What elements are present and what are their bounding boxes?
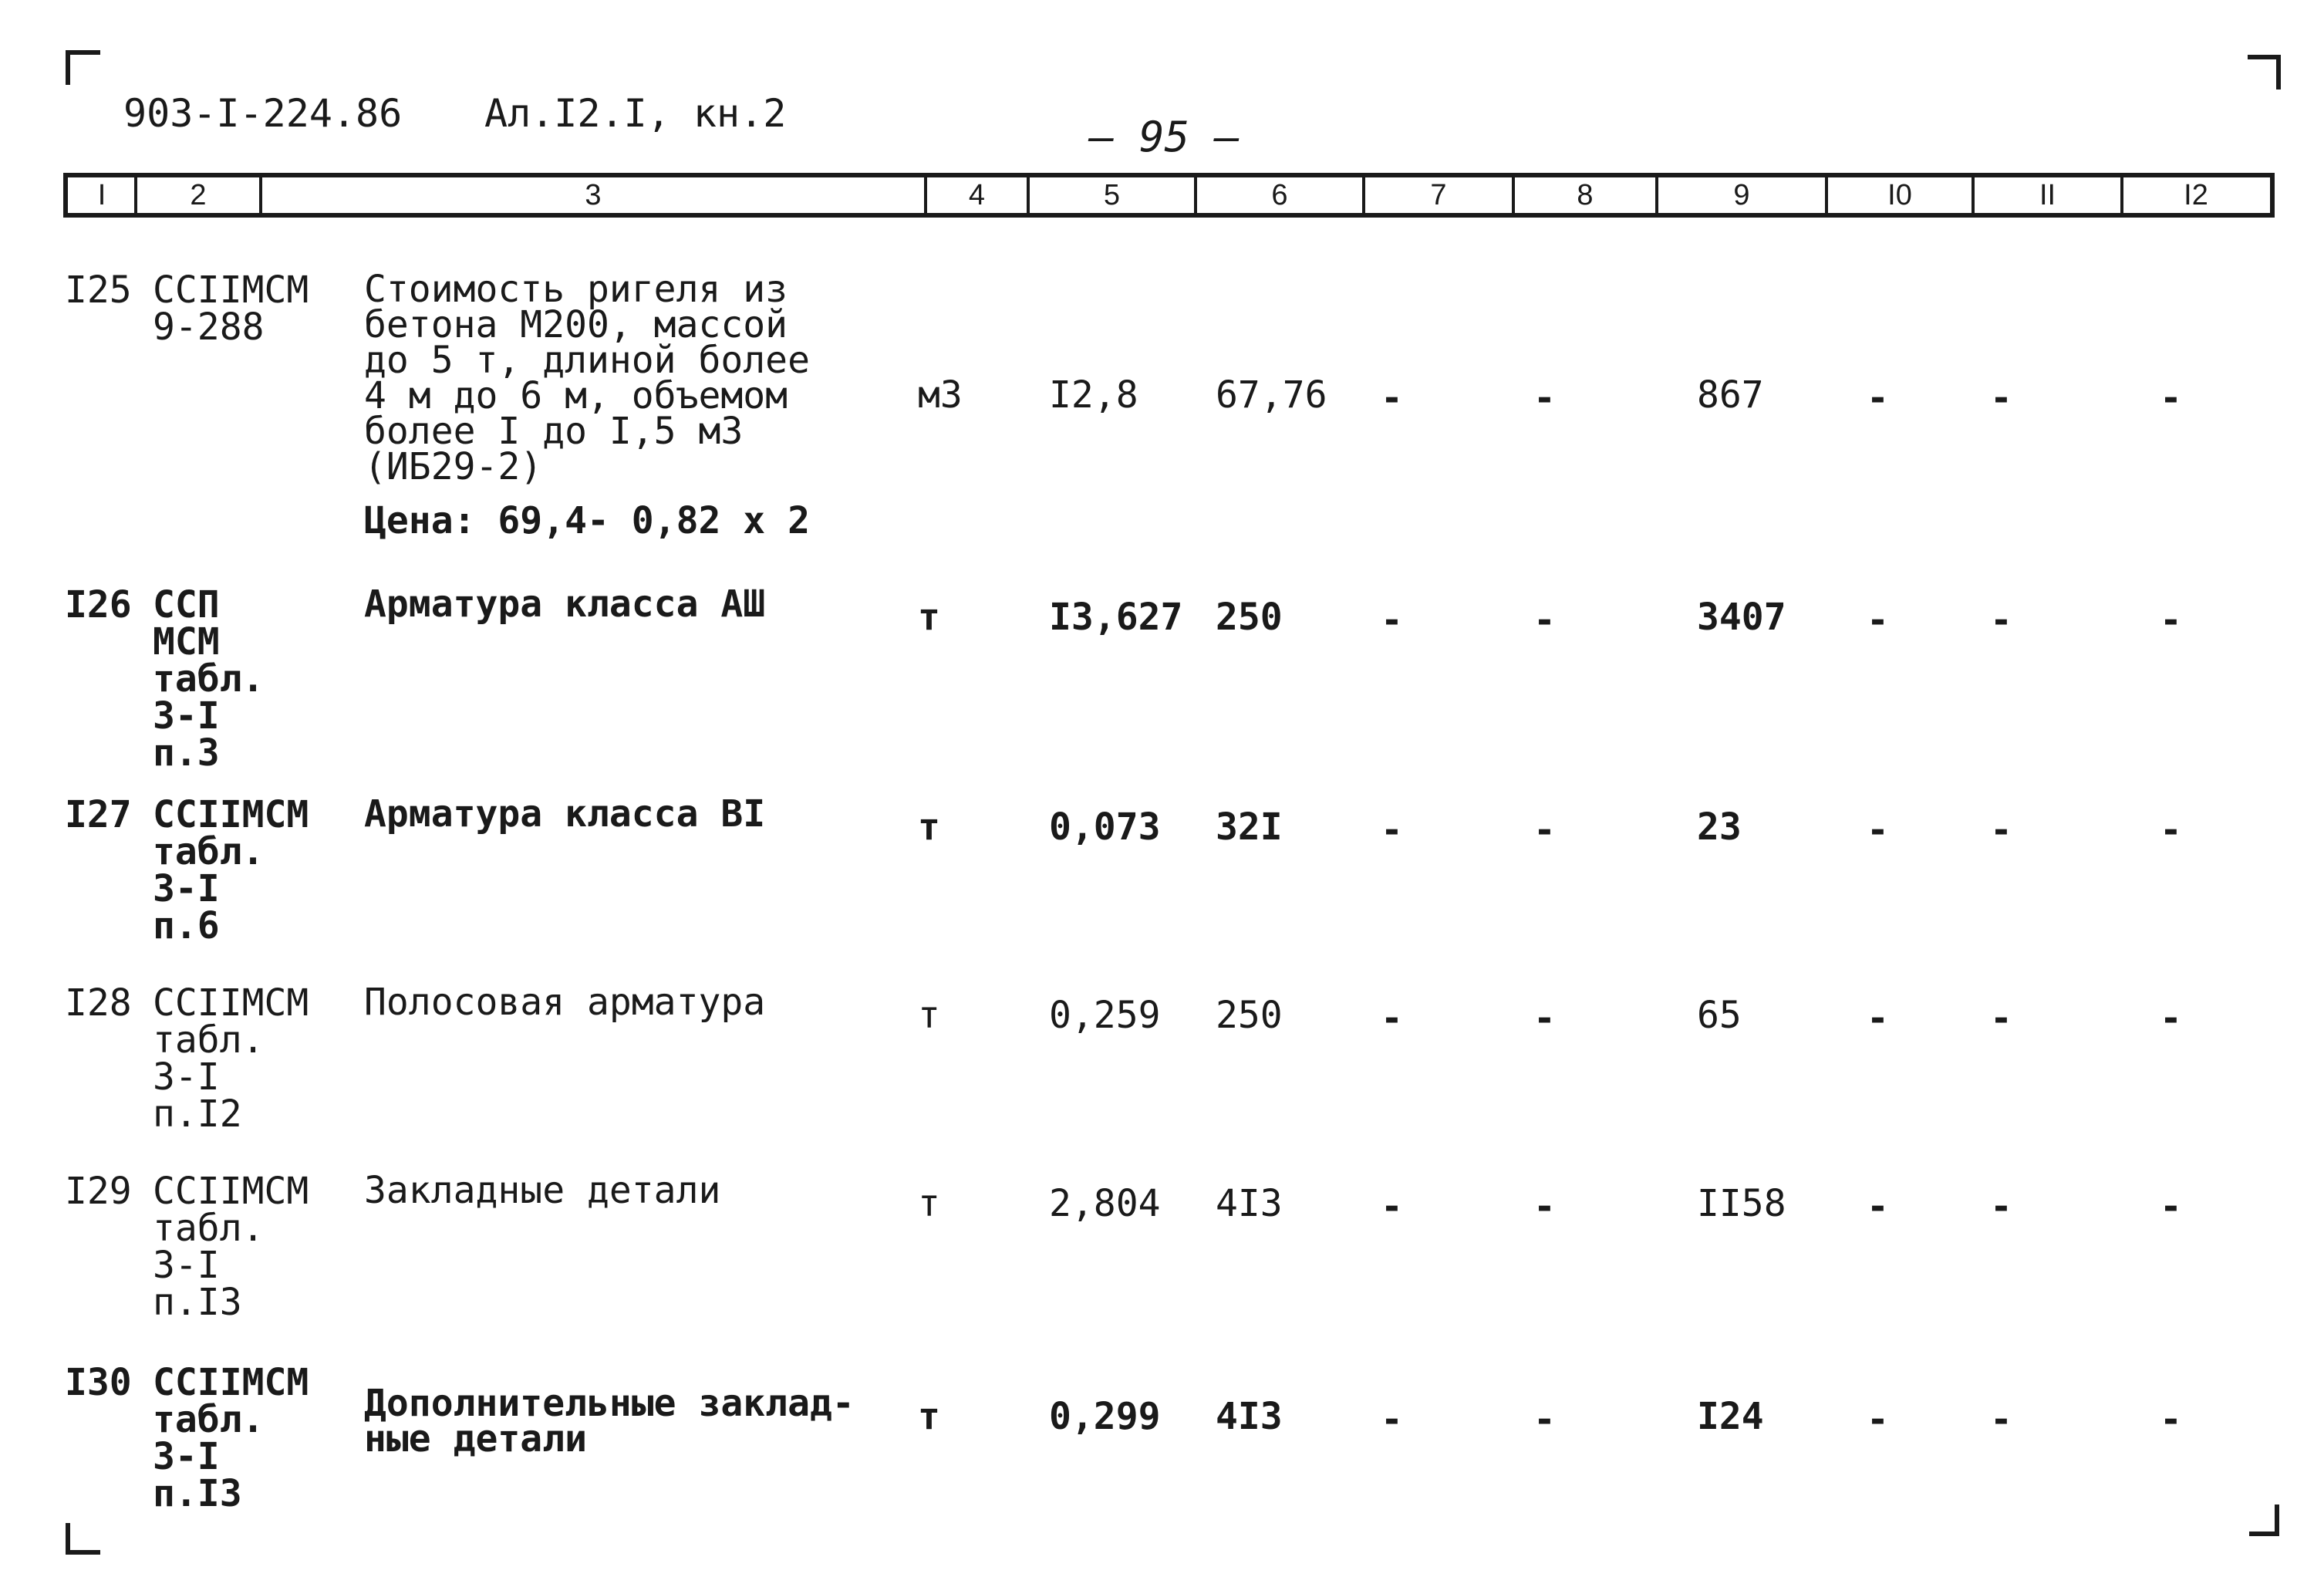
row-total-cost: 3407: [1697, 596, 1786, 639]
row-description: [364, 1382, 855, 1461]
row-col11: -: [1990, 599, 2012, 642]
row-description: [364, 268, 810, 488]
row-col7: -: [1381, 599, 1403, 642]
row-unit-price: 32I: [1216, 805, 1283, 849]
price-code-line: ССIIМСМ: [153, 1170, 309, 1213]
column-divider: [1972, 177, 1975, 213]
row-total-cost: 867: [1697, 373, 1764, 417]
row-unit-price: 250: [1216, 596, 1283, 639]
description-line: бетона М200, массой: [364, 303, 788, 346]
description-line: ные детали: [364, 1417, 587, 1461]
row-col10: -: [1867, 1185, 1889, 1228]
row-unit-price: 4I3: [1216, 1182, 1283, 1225]
price-code-line: 3-I: [153, 1055, 220, 1099]
column-divider: [924, 177, 927, 213]
row-description: [364, 981, 766, 1024]
album-reference: Ал.I2.I, кн.2: [484, 91, 787, 136]
column-number-bar: [63, 173, 2275, 218]
row-col11: -: [1990, 377, 2012, 420]
column-number-11: II: [2039, 179, 2056, 211]
corner-mark-top-right: [2245, 54, 2283, 93]
column-number-1: I: [97, 179, 106, 211]
column-number-2: 2: [190, 179, 207, 211]
description-line: Стоимость ригеля из: [364, 268, 788, 311]
row-col10: -: [1867, 997, 1889, 1040]
row-col12: -: [2160, 1185, 2182, 1228]
price-code-line: табл.: [153, 657, 265, 701]
document-code: 903-I-224.86: [123, 91, 403, 136]
price-code-line: ССIIМСМ: [153, 981, 309, 1025]
price-code-line: табл.: [153, 1398, 265, 1441]
column-number-5: 5: [1103, 179, 1121, 211]
row-col7: -: [1381, 1185, 1403, 1228]
description-line: (ИБ29-2): [364, 445, 543, 488]
row-total-cost: 23: [1697, 805, 1742, 849]
row-price-code: [153, 981, 309, 1136]
row-price-code: [153, 1170, 309, 1324]
corner-mark-top-left: [65, 49, 103, 88]
row-col11: -: [1990, 809, 2012, 852]
price-code-line: ССIIМСМ: [153, 793, 309, 836]
description-line: Полосовая арматура: [364, 981, 766, 1024]
row-col12: -: [2160, 599, 2182, 642]
row-unit-price: 250: [1216, 994, 1283, 1037]
price-code-line: п.I2: [153, 1092, 242, 1136]
price-code-line: 3-I: [153, 1244, 220, 1287]
row-description: [364, 583, 766, 626]
row-quantity: 2,804: [1049, 1182, 1161, 1225]
row-number: I27: [65, 793, 132, 836]
column-divider: [1194, 177, 1197, 213]
row-total-cost: I24: [1697, 1395, 1764, 1438]
price-code-line: табл.: [153, 830, 265, 873]
row-unit-price: 4I3: [1216, 1395, 1283, 1438]
price-code-line: ССIIМСМ: [153, 1361, 309, 1404]
row-col7: -: [1381, 997, 1403, 1040]
price-code-line: п.6: [153, 904, 220, 947]
row-col10: -: [1867, 809, 1889, 852]
description-line: Арматура класса АШ: [364, 583, 766, 626]
row-col8: -: [1533, 599, 1556, 642]
row-col12: -: [2160, 997, 2182, 1040]
corner-mark-bottom-left: [65, 1520, 103, 1559]
column-divider: [1362, 177, 1365, 213]
row-col8: -: [1533, 809, 1556, 852]
row-col10: -: [1867, 377, 1889, 420]
row-description: [364, 1169, 721, 1212]
price-code-line: 3-I: [153, 1435, 220, 1478]
column-divider: [259, 177, 262, 213]
row-col7: -: [1381, 809, 1403, 852]
row-number: I28: [65, 981, 132, 1025]
price-code-line: п.I3: [153, 1472, 242, 1515]
description-line: Закладные детали: [364, 1169, 721, 1212]
price-code-line: 9-288: [153, 306, 265, 349]
row-col7: -: [1381, 377, 1403, 420]
row-description: [364, 792, 766, 836]
price-code-line: 3-I: [153, 867, 220, 910]
price-formula-note: Цена: 69,4- 0,82 х 2: [364, 499, 810, 542]
price-code-line: ССIIМСМ: [153, 268, 309, 312]
column-number-9: 9: [1733, 179, 1750, 211]
column-divider: [1512, 177, 1515, 213]
row-unit: т: [918, 1182, 940, 1225]
price-code-line: МСМ: [153, 620, 220, 664]
column-number-6: 6: [1271, 179, 1288, 211]
page-number: — 95 —: [1089, 113, 1240, 161]
row-unit: т: [918, 596, 940, 639]
column-number-10: I0: [1887, 179, 1912, 211]
description-line: Арматура класса ВI: [364, 792, 766, 836]
column-number-4: 4: [968, 179, 986, 211]
price-code-line: ССП: [153, 583, 220, 626]
row-number: I26: [65, 583, 132, 626]
row-col12: -: [2160, 1398, 2182, 1441]
row-unit: т: [918, 1395, 940, 1438]
row-col11: -: [1990, 997, 2012, 1040]
row-col10: -: [1867, 1398, 1889, 1441]
row-quantity: 0,073: [1049, 805, 1161, 849]
row-price-code: [153, 793, 309, 947]
row-col8: -: [1533, 1185, 1556, 1228]
row-col10: -: [1867, 599, 1889, 642]
description-line: до 5 т, длиной более: [364, 339, 810, 382]
price-code-line: 3-I: [153, 694, 220, 738]
row-quantity: 0,299: [1049, 1395, 1161, 1438]
row-total-cost: II58: [1697, 1182, 1786, 1225]
row-col12: -: [2160, 377, 2182, 420]
row-col12: -: [2160, 809, 2182, 852]
row-unit-price: 67,76: [1216, 373, 1327, 417]
row-col7: -: [1381, 1398, 1403, 1441]
row-quantity: I3,627: [1049, 596, 1183, 639]
row-number: I25: [65, 268, 132, 312]
row-col11: -: [1990, 1398, 2012, 1441]
corner-mark-bottom-right: [2246, 1501, 2285, 1540]
column-number-12: I2: [2184, 179, 2208, 211]
column-divider: [1655, 177, 1658, 213]
description-line: более I до I,5 м3: [364, 410, 744, 453]
row-unit: м3: [918, 373, 963, 417]
description-line: Дополнительные заклад-: [364, 1382, 855, 1425]
row-price-code: [153, 1361, 309, 1515]
column-number-8: 8: [1577, 179, 1594, 211]
price-code-line: п.3: [153, 731, 220, 775]
price-code-line: табл.: [153, 1018, 265, 1062]
row-unit: т: [918, 805, 940, 849]
column-divider: [2120, 177, 2123, 213]
row-unit: т: [918, 994, 940, 1037]
row-number: I30: [65, 1361, 132, 1404]
row-quantity: 0,259: [1049, 994, 1161, 1037]
column-number-3: 3: [585, 179, 602, 211]
row-total-cost: 65: [1697, 994, 1742, 1037]
description-line: 4 м до 6 м, объемом: [364, 374, 788, 417]
column-divider: [1027, 177, 1030, 213]
row-col11: -: [1990, 1185, 2012, 1228]
row-number: I29: [65, 1170, 132, 1213]
row-price-code: [153, 583, 265, 775]
price-code-line: табл.: [153, 1207, 265, 1250]
row-col8: -: [1533, 1398, 1556, 1441]
row-col8: -: [1533, 377, 1556, 420]
column-divider: [134, 177, 137, 213]
row-col8: -: [1533, 997, 1556, 1040]
price-code-line: п.I3: [153, 1281, 242, 1324]
column-divider: [1825, 177, 1828, 213]
row-price-code: [153, 268, 309, 349]
column-number-7: 7: [1430, 179, 1447, 211]
row-quantity: I2,8: [1049, 373, 1138, 417]
